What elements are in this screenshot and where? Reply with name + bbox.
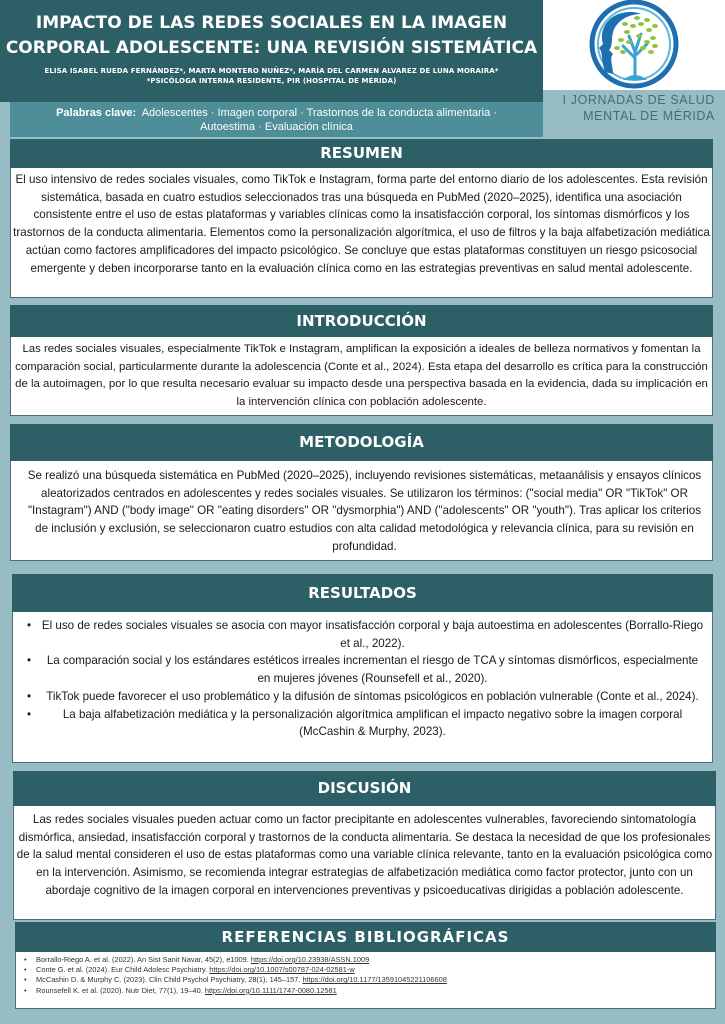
list-item: • La baja alfabetización mediática y la personalización algorítmica amplifican el impacto negativo sobre la imagen corporal (McCashin & Murphy, 2023). xyxy=(27,707,683,739)
doi-link[interactable]: https://doi.org/10.1177/13591045221106608 xyxy=(302,975,447,985)
section-body: Las redes sociales visuales pueden actuar como un factor precipitante en adolescentes vulnerables, favoreciendo sintomatología dismórfica, ansiedad, insatisfacción corporal y trastornos de la conducta alimentaria. Se destaca la necesidad de que los profesionales de la salud mental consideren el uso de estas plataformas como una variable clínica relevante, tanto en la evaluación psicológica como en la intervención. Asimismo, se recomienda integrar estrategias de alfabetización mediática como factor protector, junto con un abordaje cognitivo de la imagen corporal en intervenciones preventivas y psicoeducativas dirigidas a población adolescente. xyxy=(13,806,716,920)
section-title: RESUMEN xyxy=(10,139,713,168)
bullet-icon: • xyxy=(24,955,27,964)
bullet-icon: • xyxy=(24,975,27,985)
poster-title xyxy=(0,11,543,61)
section-body: Se realizó una búsqueda sistemática en PubMed (2020–2025), incluyendo revisiones sistemáticas, metaanálisis y ensayos clínicos aleatorizados centrados en adolescentes y redes sociales visuales. Se utilizaron los términos: ("social media" OR "TikTok" OR "Instagram") AND ("body image" OR "eating disorders" OR "dysmorphia") AND ("adolescents" OR "youth"). Tras aplicar los criterios de inclusión y exclusión, se seleccionaron cuatro estudios con alta calidad metodológica y relevancia clínica, para su revisión en profundidad. xyxy=(10,461,713,561)
list-item: • La comparación social y los estándares estéticos irreales incrementan el riesgo de TCA y síntomas dismórficos, especialmente en mujeres jóvenes (Rounsefell et al., 2020). xyxy=(27,654,699,686)
section-metodologia xyxy=(10,424,713,561)
conference-name xyxy=(543,92,715,124)
doi-link[interactable]: https://doi.org/10.1007/s00787-024-02581-w xyxy=(209,965,355,975)
section-body xyxy=(15,952,716,1009)
reference-item: • McCashin D. & Murphy C. (2023). Clin Child Psychol Psychiatry, 28(1), 145–157. https://doi.org/10.1177/13591045221106608 xyxy=(24,975,447,985)
conference-line-2: MENTAL DE MÉRIDA xyxy=(583,109,715,123)
section-resultados xyxy=(12,574,713,763)
affiliation: *PSICÓLOGA INTERNA RESIDENTE, PIR (HOSPITAL DE MÉRIDA) xyxy=(146,77,397,85)
title-line-2: CORPORAL ADOLESCENTE: UNA REVISIÓN SISTEMÁTICA xyxy=(5,38,538,58)
doi-link[interactable]: https://doi.org/10.1111/1747-0080.12581 xyxy=(204,985,337,995)
section-title: RESULTADOS xyxy=(12,574,713,612)
title-line-1: IMPACTO DE LAS REDES SOCIALES EN LA IMAGEN xyxy=(35,13,508,33)
section-title: METODOLOGÍA xyxy=(10,424,713,461)
section-title: INTRODUCCIÓN xyxy=(10,305,713,337)
section-referencias xyxy=(15,922,716,1009)
section-body: Las redes sociales visuales, especialmente TikTok e Instagram, amplifican la exposición a ideales de belleza normativos y fomentan la comparación social, particularmente durante la adolescencia (Conte et al., 2024). Esta etapa del desarrollo es crítica para la construcción de la autoimagen, por lo que resulta necesario evaluar su impacto desde una perspectiva basada en la evidencia, dada su implicación en la intervención clínica con población adolescente. xyxy=(10,337,713,416)
reference-item: • Conte G. et al. (2024). Eur Child Adolesc Psychiatry. https://doi.org/10.1007/s00787-024-02581-w xyxy=(24,965,355,975)
bullet-icon: • xyxy=(27,707,32,721)
conference-line-1: I JORNADAS DE SALUD xyxy=(562,93,715,107)
reference-item: • Borrallo-Riego A. et al. (2022). An Sist Sanit Navar, 45(2), e1009. https://doi.org/10.23938/ASSN.1009 xyxy=(24,955,370,964)
bullet-icon: • xyxy=(24,985,27,995)
section-resumen xyxy=(10,139,713,298)
bullet-icon: • xyxy=(24,965,27,975)
authors: ELISA ISABEL RUEDA FERNÁNDEZ*, MARTA MONTERO NUÑEZ*, MARÍA DEL CARMEN ALVAREZ DE LUNA MORAIRA* xyxy=(44,67,499,75)
head-tree-logo-icon xyxy=(543,0,725,90)
list-item: • El uso de redes sociales visuales se asocia con mayor insatisfacción corporal y baja autoestima en adolescentes (Borrallo-Riego et al., 2022). xyxy=(27,619,704,650)
bullet-icon: • xyxy=(27,689,32,703)
section-title: DISCUSIÓN xyxy=(13,771,716,806)
keywords-line-2: Autoestima · Evaluación clínica xyxy=(200,121,353,133)
keywords-bar xyxy=(10,102,543,137)
bullet-icon: • xyxy=(27,654,32,668)
references-list xyxy=(22,955,709,996)
section-title: REFERENCIAS BIBLIOGRÁFICAS xyxy=(15,922,716,952)
list-item: • TikTok puede favorecer el uso problemático y la difusión de síntomas psicológicos en población vulnerable (Conte et al., 2024). xyxy=(17,688,708,706)
keywords-line-1: Adolescentes · Imagen corporal · Trastornos de la conducta alimentaria · xyxy=(141,107,497,119)
authors-block xyxy=(0,66,543,86)
section-introduccion xyxy=(10,305,713,416)
doi-link[interactable]: https://doi.org/10.23938/ASSN.1009 xyxy=(250,955,370,964)
logo-container xyxy=(543,0,725,90)
results-list xyxy=(17,617,708,741)
section-body xyxy=(12,612,713,763)
section-body: El uso intensivo de redes sociales visuales, como TikTok e Instagram, forma parte del entorno diario de los adolescentes. Esta revisión sistemática, basada en cuatro estudios seleccionados tras una búsqueda en PubMed (2020–2025), identifica una asociación consistente entre el uso de estas plataformas y variables clínicas como la insatisfacción corporal, los síntomas dismórficos y los trastornos de la conducta alimentaria. Elementos como la personalización algorítmica, el uso de filtros y la baja alfabetización mediática actúan como factores amplificadores del impacto psicológico. Se concluye que estas plataformas constituyen un riesgo psicosocial emergente y deben incorporarse tanto en la evaluación clínica como en las estrategias preventivas en salud mental adolescente. xyxy=(10,168,713,298)
poster-header xyxy=(0,0,543,102)
keywords-label: Palabras clave: xyxy=(56,107,137,119)
bullet-icon: • xyxy=(27,619,32,632)
reference-item: • Rounsefell K. et al. (2020). Nutr Diet, 77(1), 19–40. https://doi.org/10.1111/1747-0080.12581 xyxy=(24,985,337,995)
section-discusion xyxy=(13,771,716,920)
